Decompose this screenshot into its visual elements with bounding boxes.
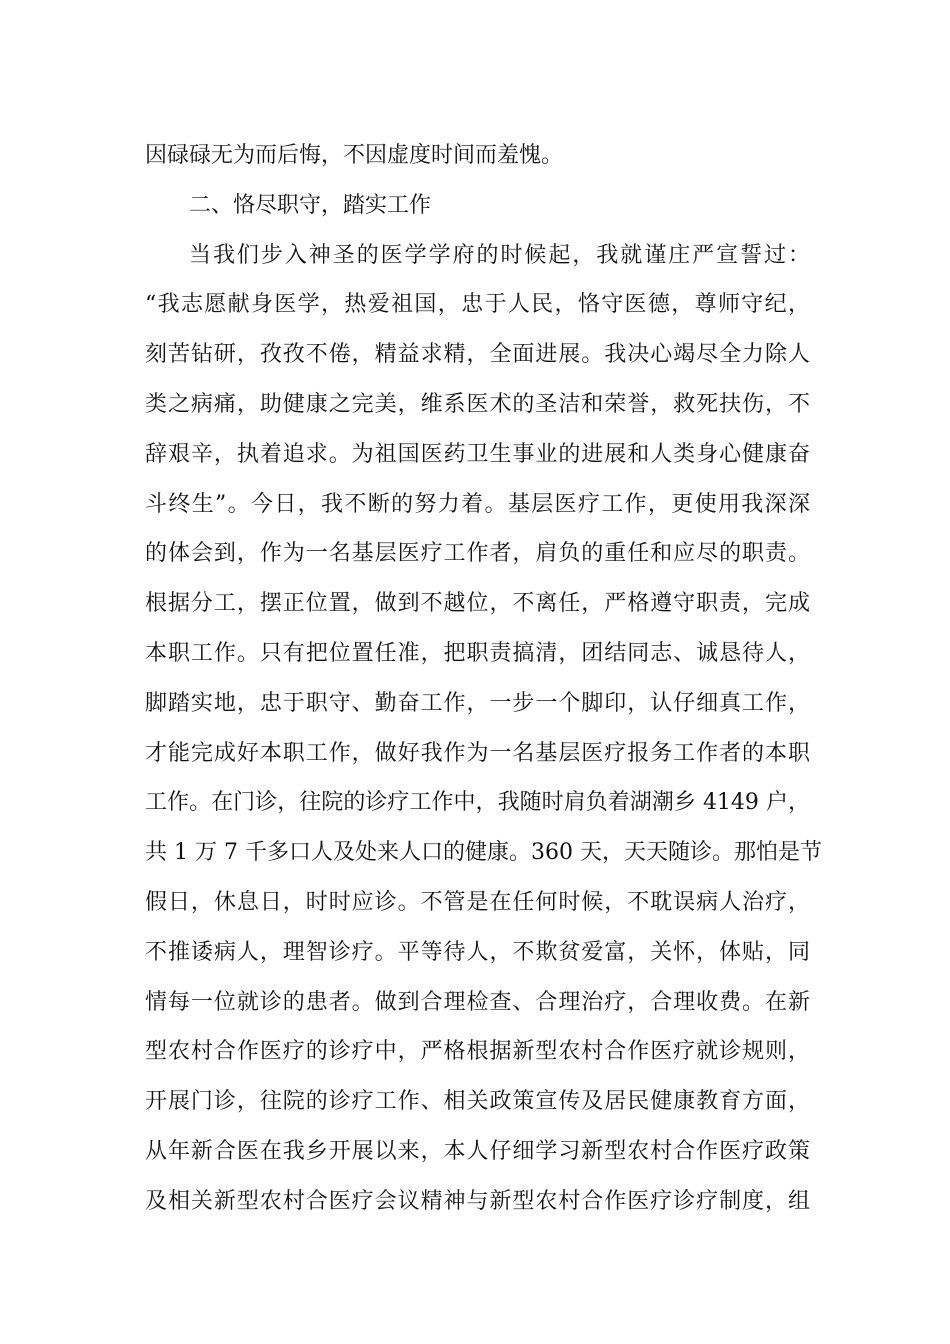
- paragraph-line: 辞艰辛，执着追求。为祖国医药卫生事业的进展和人类身心健康奋: [145, 441, 810, 467]
- paragraph-line: 才能完成好本职工作，做好我作为一名基层医疗报务工作者的本职: [145, 740, 810, 766]
- paragraph-line: 类之病痛，助健康之完美，维系医术的圣洁和荣誉，救死扶伤，不: [145, 391, 810, 417]
- paragraph-line: 情每一位就诊的患者。做到合理检查、合理治疗，合理收费。在新: [145, 989, 810, 1015]
- paragraph-line: 共 1 万 7 千多口人及处来人口的健康。360 天，天天随诊。那怕是节: [145, 840, 822, 866]
- paragraph-line: 脚踏实地，忠于职守、勤奋工作，一步一个脚印，认仔细真工作，: [145, 690, 810, 716]
- paragraph-line: 斗终生”。今日，我不断的努力着。基层医疗工作，更使用我深深: [145, 491, 810, 517]
- paragraph-line: 型农村合作医疗的诊疗中，严格根据新型农村合作医疗就诊规则，: [145, 1039, 810, 1065]
- paragraph-line: “我志愿献身医学，热爱祖国，忠于人民，恪守医德，尊师守纪，: [145, 292, 810, 318]
- paragraph-line: 当我们步入神圣的医学学府的时候起，我就谨庄严宣誓过：: [189, 242, 810, 268]
- section-heading: 二、恪尽职守，踏实工作: [189, 192, 432, 218]
- paragraph-line: 从年新合医在我乡开展以来，本人仔细学习新型农村合作医疗政策: [145, 1138, 810, 1164]
- paragraph-line: 刻苦钻研，孜孜不倦，精益求精，全面进展。我决心竭尽全力除人: [145, 342, 810, 368]
- paragraph-line: 本职工作。只有把位置任准，把职责搞清，团结同志、诚恳待人，: [145, 640, 810, 666]
- paragraph-line: 开展门诊，往院的诊疗工作、相关政策宣传及居民健康教育方面，: [145, 1089, 810, 1115]
- paragraph-line: 及相关新型农村合医疗会议精神与新型农村合作医疗诊疗制度，组: [145, 1188, 810, 1214]
- paragraph-line: 的体会到，作为一名基层医疗工作者，肩负的重任和应尽的职责。: [145, 541, 810, 567]
- paragraph-line: 因碌碌无为而后悔，不因虚度时间而羞愧。: [145, 143, 564, 168]
- body-text: [145, 131, 822, 1227]
- paragraph-line: 根据分工，摆正位置，做到不越位，不离任，严格遵守职责，完成: [145, 591, 810, 617]
- paragraph-line: 工作。在门诊，往院的诊疗工作中，我随时肩负着湖潮乡 4149 户，: [145, 790, 810, 816]
- paragraph-line: 不推诿病人，理智诊疗。平等待人，不欺贫爱富，关怀，体贴，同: [145, 939, 810, 965]
- paragraph-line: 假日，休息日，时时应诊。不管是在任何时候，不耽误病人治疗，: [145, 889, 810, 915]
